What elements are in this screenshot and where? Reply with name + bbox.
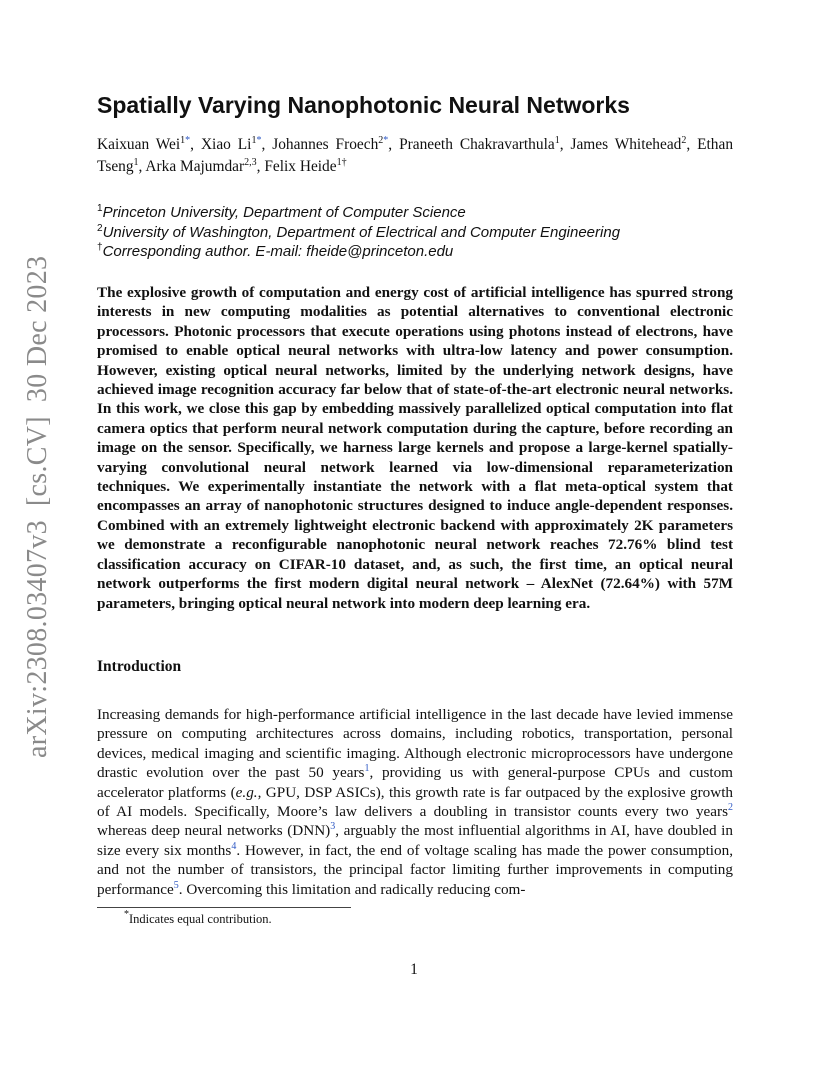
author: James Whitehead$^2$,	[570, 135, 698, 153]
author: Arka Majumdar$^{2,3}$,	[145, 157, 265, 175]
author-name: Kaixuan Wei	[97, 136, 181, 153]
affiliation-mark: 1	[97, 203, 103, 214]
affiliation-mark: 2	[97, 222, 103, 234]
author: Praneeth Chakravarthula$^1$,	[399, 135, 571, 153]
paragraph-text: whereas deep neural networks (DNN)	[97, 822, 331, 840]
paragraph-text: , GPU, DSP ASICs), this growth rate is far outpaced by the explosive growth of AI models. Specifically, Moore’s law delivers a doubling in transistor counts every two years	[97, 783, 734, 821]
author-name: Ethan Tseng	[97, 136, 734, 175]
author-affiliation-mark: 1	[554, 135, 560, 146]
author-affiliation-mark: 1†	[336, 157, 347, 168]
abstract: The explosive growth of computation and energy cost of artificial intelligence has spurred strong interests in new computing modalities as potential alternatives to conventional electronic processors. Photonic processors that execute operations using photons instead of electrons, have promised to enable optical neural networks with ultra-low latency and power consumption. However, existing optical neural networks, limited by the underlying network designs, have achieved image recognition accuracy far below that of state-of-the-art electronic neural networks. In this work, we close this gap by embedding massively parallelized optical computation into flat camera optics that perform neural network computation during the capture, before recording an image on the sensor. Specifically, we harness large kernels and propose a large-kernel spatially-varying convolutional neural network learned via low-dimensional reparameterization techniques. We experimentally instantiate the network with a flat meta-optical system that encompasses an array of nanophotonic structures designed to induce angle-dependent responses. Combined with an extremely lightweight electronic backend with approximately 2K parameters we demonstrate a reconfigurable nanophotonic neural network reaches 72.76% blind test classification accuracy on CIFAR-10 dataset, and, as such, the first time, an optical neural network outperforms the first modern digital neural network – AlexNet (72.64%) with 57M parameters, bringing optical neural network into modern deep learning era.	[97, 284, 733, 612]
section-heading-introduction: Introduction	[97, 658, 182, 675]
author-name: Arka Majumdar	[145, 158, 245, 175]
emphasis-text: e.g.	[235, 783, 258, 801]
page-number: 1	[410, 961, 418, 978]
footnote-mark: *	[124, 909, 129, 920]
author	[264, 158, 346, 175]
paper-title: Spatially Varying Nanophotonic Neural Networks	[97, 92, 630, 118]
arxiv-identifier-stamp	[22, 256, 54, 758]
citation-link[interactable]: 2	[728, 802, 733, 814]
author-name: James Whitehead	[570, 136, 682, 153]
affiliation-text: Princeton University, Department of Computer Science	[102, 204, 466, 221]
arxiv-date: 30 Dec 2023	[22, 255, 53, 403]
paragraph-text: . However, in fact, the end of voltage scaling has made the power consumption, and not the number of transistors, the principal factor limiting further improvements in computing performance	[97, 841, 733, 898]
author-affiliation-mark: 1	[133, 157, 139, 168]
equal-contribution-mark[interactable]: *	[185, 135, 191, 146]
citation-link[interactable]: 1	[364, 763, 370, 775]
author-affiliation-mark: 2	[378, 135, 384, 146]
paragraph-text: , arguably the most influential algorithms in AI, have doubled in size every six months	[97, 822, 733, 859]
paragraph-text: Increasing demands for high-performance artificial intelligence in the last decade have levied immense pressure on computing architectures across domains, including robotics, transportation, personal devices, medical imaging and scientific imaging. Although electronic microprocessors have undergone drastic evolution over the past 50 years	[97, 706, 733, 782]
affiliation-list	[97, 203, 737, 262]
introduction-paragraph	[97, 705, 733, 899]
affiliation-text: University of Washington, Department of Electrical and Computer Engineering	[102, 223, 621, 241]
author-name: Johannes Froech	[272, 136, 379, 153]
affiliation-item	[97, 242, 737, 262]
author-affiliation-mark: 1	[251, 135, 257, 146]
equal-contribution-mark[interactable]: *	[383, 135, 389, 146]
author-name: Xiao Li	[200, 136, 252, 153]
author: Johannes Froech$^{2*}$,	[272, 135, 400, 153]
author-name: Praneeth Chakravarthula	[399, 136, 555, 153]
author-affiliation-mark: 2,3	[244, 157, 257, 168]
author-affiliation-mark: 2	[681, 135, 687, 146]
affiliation-text: Corresponding author. E-mail: fheide@princeton.edu	[102, 243, 454, 260]
arxiv-category: [cs.CV]	[22, 416, 53, 507]
citation-link[interactable]: 3	[330, 821, 336, 833]
citation-link[interactable]: 5	[173, 879, 179, 891]
footnote-divider	[97, 907, 351, 908]
footnote-text: Indicates equal contribution.	[129, 912, 272, 926]
author-affiliation-mark: 1	[180, 135, 186, 146]
paragraph-text: , providing us with general-purpose CPUs and custom accelerator platforms (	[97, 764, 733, 801]
author-name: Felix Heide	[264, 158, 337, 175]
equal-contribution-mark[interactable]: *	[256, 135, 262, 146]
affiliation-item	[97, 203, 737, 223]
footnote	[124, 909, 272, 927]
citation-link[interactable]: 4	[231, 840, 237, 852]
author: Xiao $Li^{1*}$,	[200, 135, 273, 153]
affiliation-item	[97, 223, 737, 243]
author-list	[97, 134, 733, 178]
author: Kaixuan Wei$^{1*}$,	[97, 135, 201, 153]
author: Ethan Tseng$^1$,	[97, 136, 734, 175]
affiliation-mark: †	[97, 242, 103, 253]
paragraph-text: . Overcoming this limitation and radically reducing com-	[178, 880, 526, 898]
arxiv-id: arXiv:2308.03407v3	[22, 520, 53, 758]
